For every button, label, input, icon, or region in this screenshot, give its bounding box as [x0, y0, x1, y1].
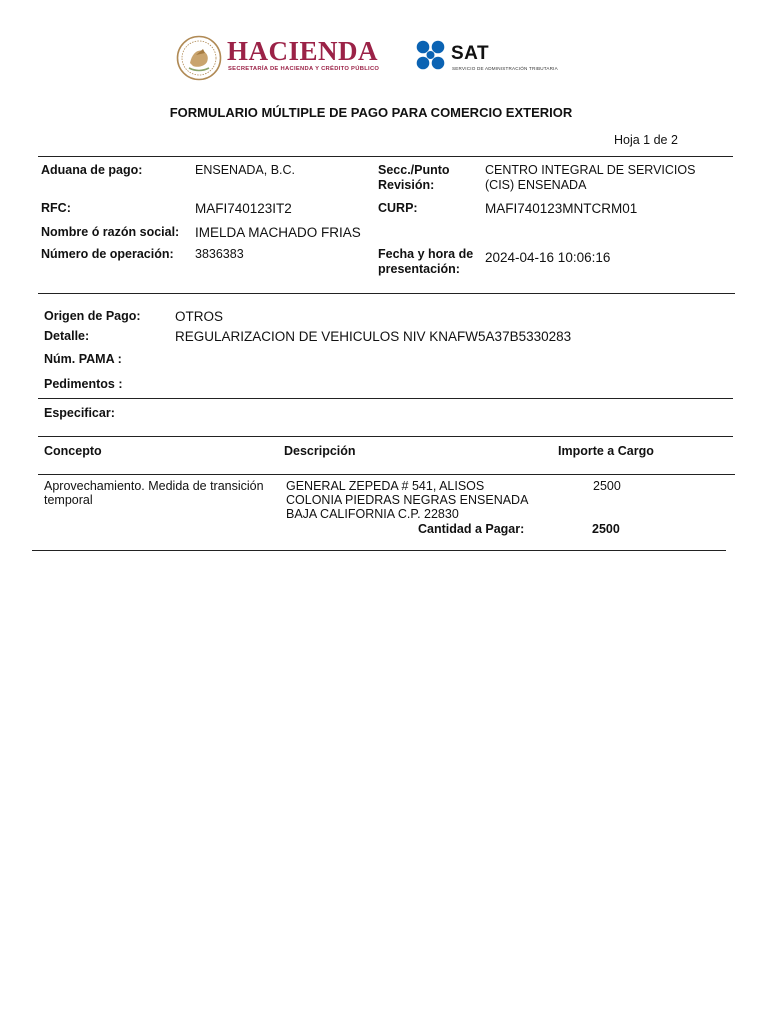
secc-label-line2: Revisión:	[378, 178, 435, 192]
secc-value-line1: CENTRO INTEGRAL DE SERVICIOS	[485, 163, 696, 177]
table-header-importe: Importe a Cargo	[558, 444, 654, 458]
fecha-value: 2024-04-16 10:06:16	[485, 250, 611, 265]
secc-label-line1: Secc./Punto	[378, 163, 450, 177]
page-indicator: Hoja 1 de 2	[614, 133, 678, 147]
aduana-value: ENSENADA, B.C.	[195, 163, 296, 177]
curp-label: CURP:	[378, 201, 418, 215]
sat-wordmark: SAT	[451, 43, 490, 64]
importe-value: 2500	[593, 479, 621, 493]
pedimentos-label: Pedimentos :	[44, 377, 123, 391]
divider-bottom	[32, 550, 726, 551]
nombre-label: Nombre ó razón social:	[41, 225, 180, 239]
descripcion-line2: COLONIA PIEDRAS NEGRAS ENSENADA	[286, 493, 529, 507]
origen-value: OTROS	[175, 309, 224, 324]
nombre-value: IMELDA MACHADO FRIAS	[195, 225, 361, 240]
concepto-line1: Aprovechamiento. Medida de transición	[44, 479, 264, 493]
hacienda-wordmark: HACIENDA	[227, 36, 379, 66]
rfc-value: MAFI740123IT2	[195, 201, 292, 216]
divider-pedimentos	[38, 398, 733, 399]
descripcion-line1: GENERAL ZEPEDA # 541, ALISOS	[286, 479, 485, 493]
sat-dots-icon	[416, 40, 448, 72]
hacienda-subtitle: SECRETARÍA DE HACIENDA Y CRÉDITO PÚBLICO	[228, 66, 380, 72]
detalle-value: REGULARIZACION DE VEHICULOS NIV KNAFW5A37B5330283	[175, 329, 572, 344]
pama-label: Núm. PAMA :	[44, 352, 122, 366]
total-label: Cantidad a Pagar:	[418, 522, 525, 536]
mexico-seal-icon	[176, 35, 222, 81]
rfc-label: RFC:	[41, 201, 71, 215]
table-header-concepto: Concepto	[44, 444, 102, 458]
total-value: 2500	[592, 522, 620, 536]
secc-value-line2: (CIS) ENSENADA	[485, 178, 587, 192]
origen-label: Origen de Pago:	[44, 309, 141, 323]
curp-value: MAFI740123MNTCRM01	[485, 201, 638, 216]
aduana-label: Aduana de pago:	[41, 163, 143, 177]
descripcion-line3: BAJA CALIFORNIA C.P. 22830	[286, 507, 459, 521]
divider-info	[38, 293, 735, 294]
divider-top	[38, 156, 733, 157]
operacion-label: Número de operación:	[41, 247, 174, 261]
operacion-value: 3836383	[195, 247, 244, 261]
sat-subtitle: SERVICIO DE ADMINISTRACIÓN TRIBUTARIA	[452, 66, 558, 71]
divider-table-top	[38, 436, 733, 437]
fecha-label-line2: presentación:	[378, 262, 460, 276]
fecha-label-line1: Fecha y hora de	[378, 247, 474, 261]
form-title: FORMULARIO MÚLTIPLE DE PAGO PARA COMERCIO EXTERIOR	[169, 105, 573, 120]
concepto-line2: temporal	[44, 493, 93, 507]
detalle-label: Detalle:	[44, 329, 90, 343]
divider-table-header	[38, 474, 735, 475]
especificar-label: Especificar:	[44, 406, 115, 420]
table-header-descripcion: Descripción	[284, 444, 356, 458]
